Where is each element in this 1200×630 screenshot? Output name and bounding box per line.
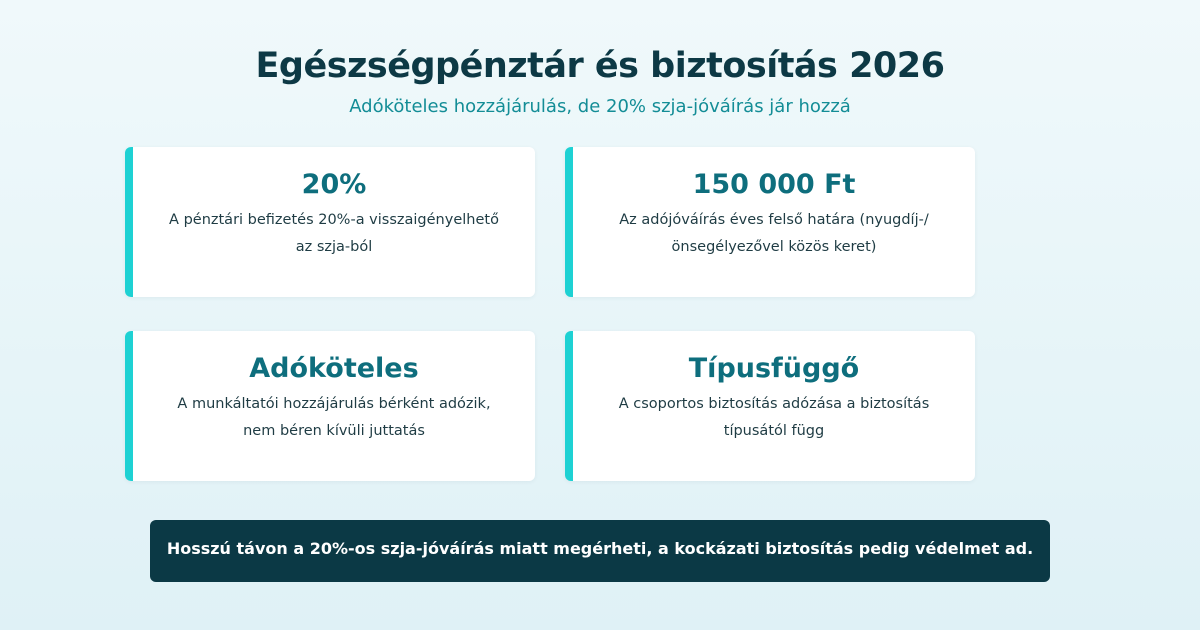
summary-banner: Hosszú távon a 20%-os szja-jóváírás miatt megérheti, a kockázati biztosítás pedig védelmet ad. xyxy=(150,520,1050,582)
stat-card-type-dependent xyxy=(565,331,975,481)
card-description: A munkáltatói hozzájárulás bérként adózik, nem béren kívüli juttatás xyxy=(177,396,491,439)
page-subtitle: Adóköteles hozzájárulás, de 20% szja-jóváírás jár hozzá xyxy=(349,96,851,117)
stat-card-taxable xyxy=(125,331,535,481)
card-value: 150 000 Ft xyxy=(692,169,856,200)
card-description: A pénztári befizetés 20%-a visszaigényelhető az szja-ból xyxy=(169,212,499,255)
card-value: 20% xyxy=(301,169,367,200)
card-value: Típusfüggő xyxy=(688,353,860,384)
card-description: Az adójóváírás éves felső határa (nyugdíj-/önsegélyezővel közös keret) xyxy=(619,212,929,255)
card-description: A csoportos biztosítás adózása a biztosítás típusától függ xyxy=(618,396,930,439)
stat-card-annual-limit xyxy=(565,147,975,297)
card-value: Adóköteles xyxy=(249,353,419,384)
page-title: Egészségpénztár és biztosítás 2026 xyxy=(255,46,945,86)
stat-card-tax-credit-rate xyxy=(125,147,535,297)
